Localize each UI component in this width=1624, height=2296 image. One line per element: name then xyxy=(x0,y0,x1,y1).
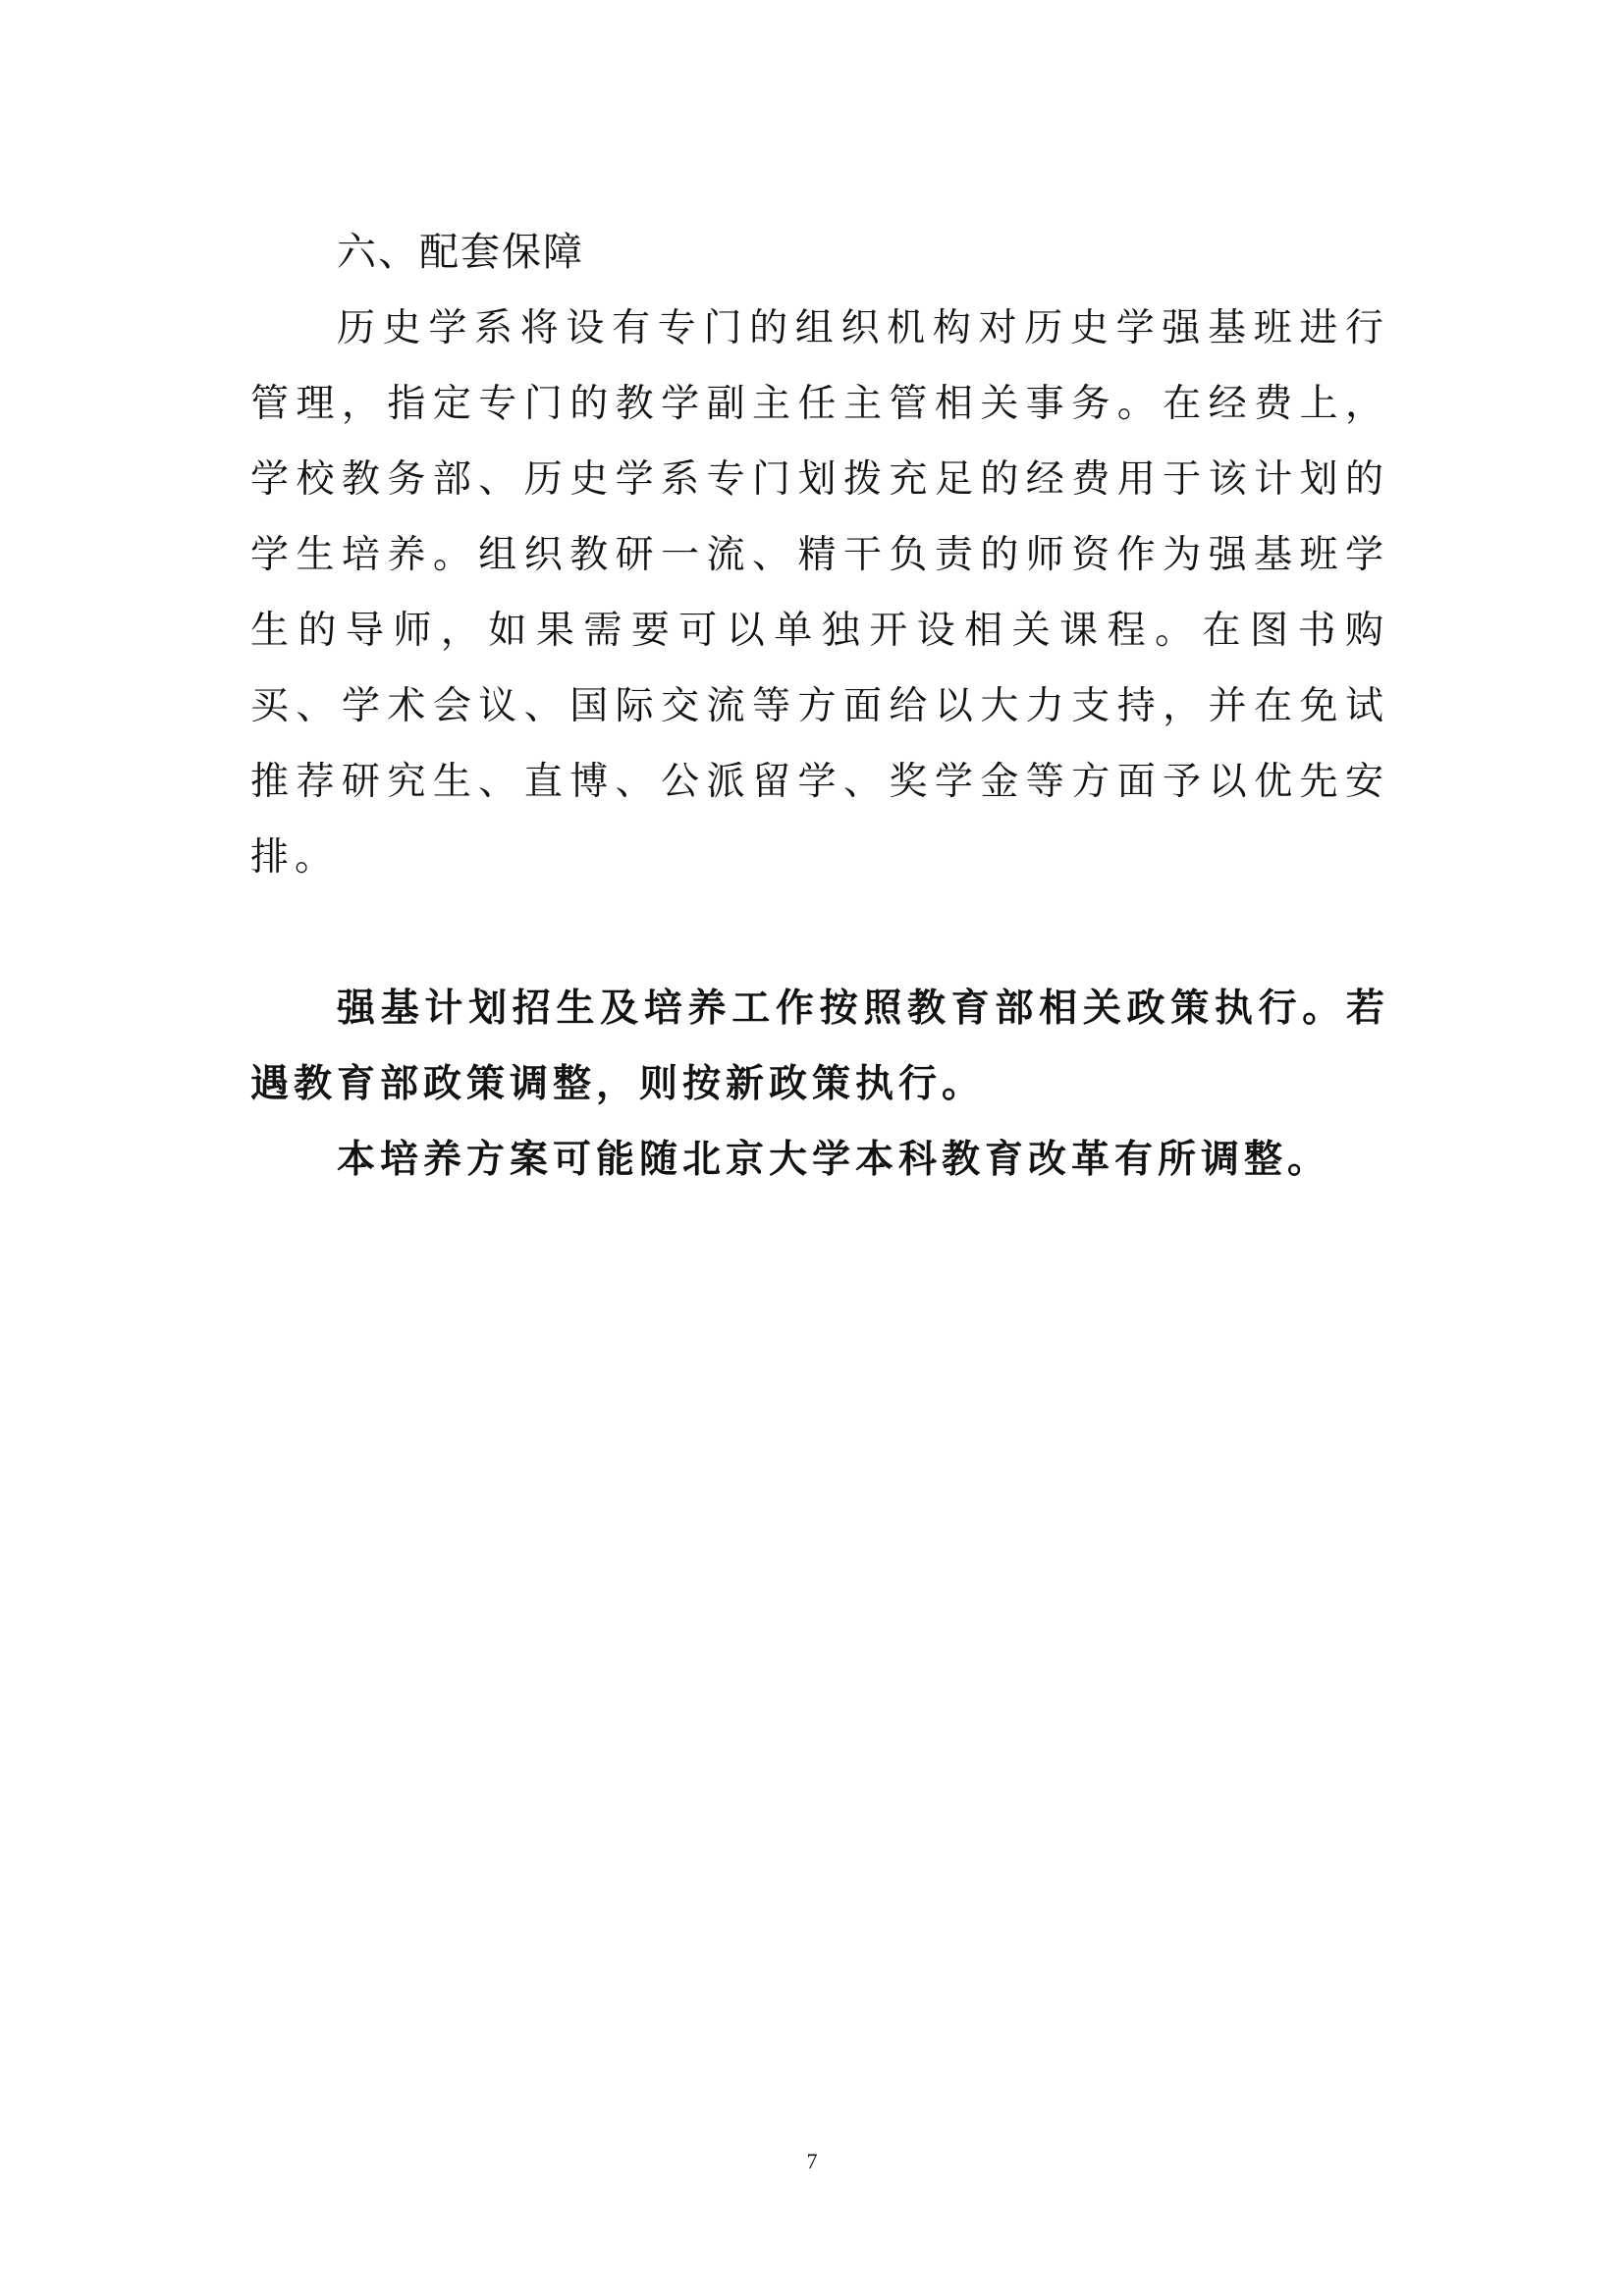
page-number: 7 xyxy=(806,2149,818,2173)
page-content xyxy=(250,214,1389,1198)
policy-note: 强基计划招生及培养工作按照教育部相关政策执行。若遇教育部政策调整，则按新政策执行。 xyxy=(250,986,1389,1106)
paragraph-spacer xyxy=(250,895,1389,971)
section-heading: 六、配套保障 xyxy=(337,230,584,275)
adjustment-note: 本培养方案可能随北京大学本科教育改革有所调整。 xyxy=(337,1137,1331,1182)
support-paragraph: 历史学系将设有专门的组织机构对历史学强基班进行管理，指定专门的教学副主任主管相关事务。在经费上，学校教务部、历史学系专门划拨充足的经费用于该计划的学生培养。组织教研一流、精干负责的师资作为强基班学生的导师，如果需要可以单独开设相关课程。在图书购买、学术会议、国际交流等方面给以大力支持，并在免试推荐研究生、直博、公派留学、奖学金等方面予以优先安排。 xyxy=(250,306,1389,880)
